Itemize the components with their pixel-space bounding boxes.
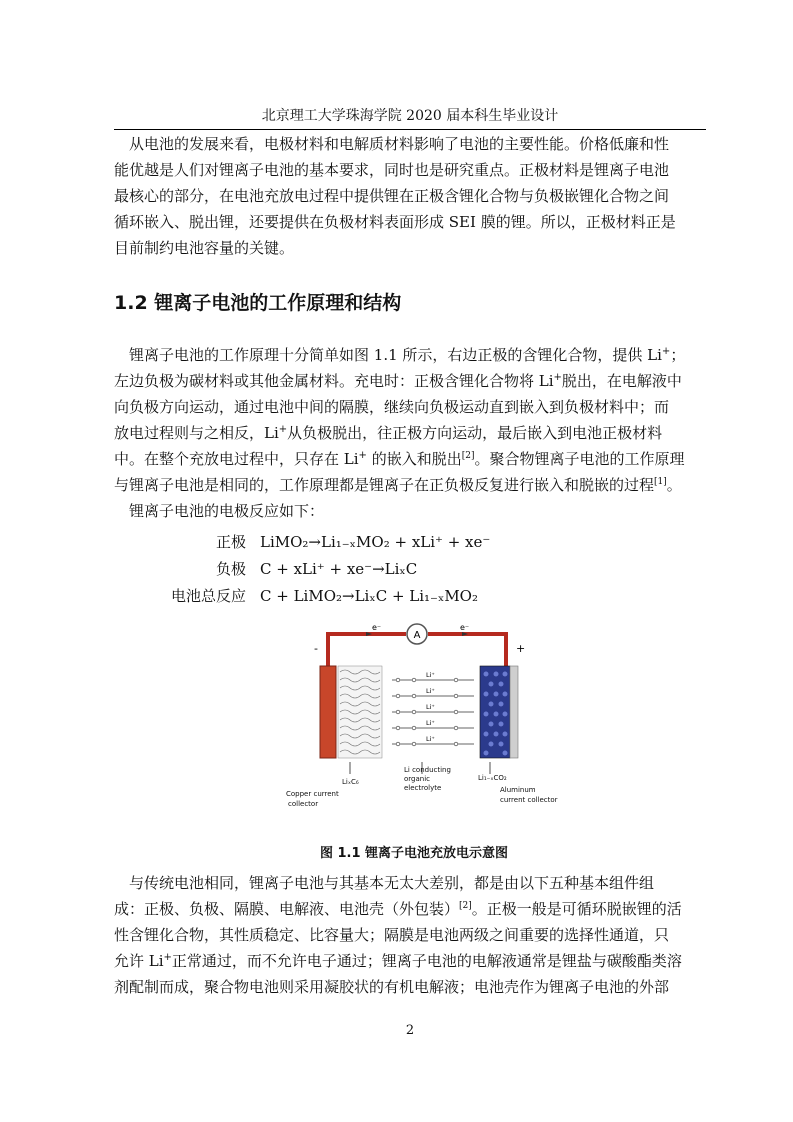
aluminum-label: Aluminum (500, 786, 536, 794)
text-run: 正常通过，而不允许电子通过；锂离子电池的电解液通常是锂盐与碳酸酯类溶 (171, 952, 682, 970)
reaction-equation: LiMO₂→Li₁₋ₓMO₂ + xLi⁺ + xe⁻ (260, 533, 491, 551)
electrolyte-label: organic (404, 775, 431, 783)
text-line: 与传统电池相同，锂离子电池与其基本无太大差别，都是由以下五种基本组件组 (129, 874, 655, 892)
ion-labels (426, 671, 435, 743)
figure-caption: 图 1.1 锂离子电池充放电示意图 (319, 846, 509, 861)
text-run: 。正极一般是可循环脱嵌锂的活 (471, 900, 682, 918)
reaction-equation: C + LiMO₂→LiₓC + Li₁₋ₓMO₂ (260, 587, 478, 605)
reaction-label: 正极 (215, 533, 246, 551)
text-line: 能优越是人们对锂离子电池的基本要求，同时也是研究重点。正极材料是锂离子电池 (114, 161, 670, 179)
cathode-material (480, 666, 510, 758)
figure-labels (286, 766, 558, 808)
anode-graphite (338, 666, 382, 758)
superscript: + (661, 346, 671, 357)
text-run: 与锂离子电池是相同的，工作原理都是锂离子在正负极反复进行嵌入和脱嵌的过程 (114, 476, 655, 494)
text-run: 。 (666, 476, 682, 494)
text-line (114, 368, 714, 394)
text-line (114, 342, 714, 368)
copper-collector (320, 666, 336, 758)
copper-label: collector (288, 800, 319, 808)
reaction-label: 负极 (215, 560, 246, 578)
electrolyte-label: Li conducting (404, 766, 451, 774)
reaction-positive (150, 531, 490, 553)
text-line (114, 446, 714, 472)
reaction-negative (150, 558, 417, 580)
text-run: 左边负极为碳材料或其他金属材料。充电时：正极含锂化合物将 Li (114, 372, 554, 390)
text-line: 目前制约电池容量的关键。 (114, 239, 295, 257)
ammeter-label: A (413, 630, 421, 641)
paragraph-principle (114, 342, 714, 524)
text-line: 循环嵌入、脱出锂，还要提供在负极材料表面形成 SEI 膜的锂。所以，正极材料正是 (114, 213, 676, 231)
copper-label: Copper current (286, 790, 339, 798)
text-run: 的嵌入和脱出 (366, 450, 462, 468)
plus-sign: + (516, 642, 526, 655)
text-line: 最核心的部分，在电池充放电过程中提供锂在正极含锂化合物与负极嵌锂化合物之间 (114, 187, 670, 205)
superscript: + (553, 372, 562, 383)
text-line (114, 420, 714, 446)
citation: [2] (459, 901, 472, 911)
aluminum-collector (510, 666, 518, 758)
header-divider (114, 129, 706, 130)
paragraph-intro (114, 131, 714, 261)
superscript: + (163, 952, 172, 963)
ion-label: Li⁺ (426, 687, 435, 695)
ion-label: Li⁺ (426, 719, 435, 727)
ion-label: Li⁺ (426, 671, 435, 679)
text-line: 剂配制而成，聚合物电池则采用凝胶状的有机电解液；电池壳作为锂离子电池的外部 (114, 978, 670, 996)
text-line (114, 472, 714, 498)
text-line (114, 896, 714, 922)
electron-label: e⁻ (372, 623, 382, 632)
text-run: 锂离子电池的工作原理十分简单如图 1.1 所示，右边正极的含锂化合物，提供 Li (129, 346, 662, 364)
aluminum-label: current collector (500, 796, 558, 804)
battery-diagram (274, 622, 574, 818)
text-line (114, 948, 714, 974)
section-heading (114, 290, 401, 316)
page-number: 2 (405, 1023, 415, 1038)
cathode-label: Li₁₋ₓCO₂ (478, 774, 507, 782)
citation: [1] (654, 477, 667, 487)
superscript: + (278, 424, 288, 435)
text-line: 性含锂化合物，其性质稳定、比容量大；隔膜是电池两级之间重要的选择性通道，只 (114, 926, 670, 944)
text-run: 成：正极、负极、隔膜、电解液、电池壳（外包装） (114, 900, 460, 918)
minus-sign: - (314, 642, 318, 655)
text-run: 。聚合物锂离子电池的工作原理 (474, 450, 685, 468)
reaction-equation: C + xLi⁺ + xe⁻→LiₓC (260, 560, 418, 578)
ion-label: Li⁺ (426, 735, 435, 743)
paragraph-components (114, 870, 714, 1000)
text-line: 锂离子电池的电极反应如下： (129, 502, 325, 520)
anode-label: LiₓC₆ (342, 778, 359, 786)
section-title: 锂离子电池的工作原理和结构 (154, 292, 402, 314)
text-run: 中。在整个充放电过程中，只存在 Li (114, 450, 359, 468)
reaction-label: 电池总反应 (170, 587, 246, 605)
electron-label: e⁻ (460, 623, 470, 632)
text-run: ； (670, 346, 686, 364)
text-line: 从电池的发展来看，电极材料和电解质材料影响了电池的主要性能。价格低廉和性 (129, 135, 670, 153)
text-line: 向负极方向运动，通过电池中间的隔膜，继续向负极运动直到嵌入到负极材料中；而 (114, 398, 670, 416)
superscript: + (358, 450, 367, 461)
text-run: 从负极脱出，往正极方向运动，最后嵌入到电池正极材料 (287, 424, 663, 442)
text-run: 允许 Li (114, 952, 164, 970)
text-run: 放电过程则与之相反，Li (114, 424, 279, 442)
electrolyte-label: electrolyte (404, 784, 442, 792)
ion-label: Li⁺ (426, 703, 435, 711)
reaction-overall (150, 585, 478, 607)
section-number: 1.2 (114, 292, 148, 314)
page-header: 北京理工大学珠海学院 2020 届本科生毕业设计 (261, 108, 559, 124)
text-run: 脱出，在电解液中 (561, 372, 682, 390)
citation: [2] (461, 451, 475, 461)
